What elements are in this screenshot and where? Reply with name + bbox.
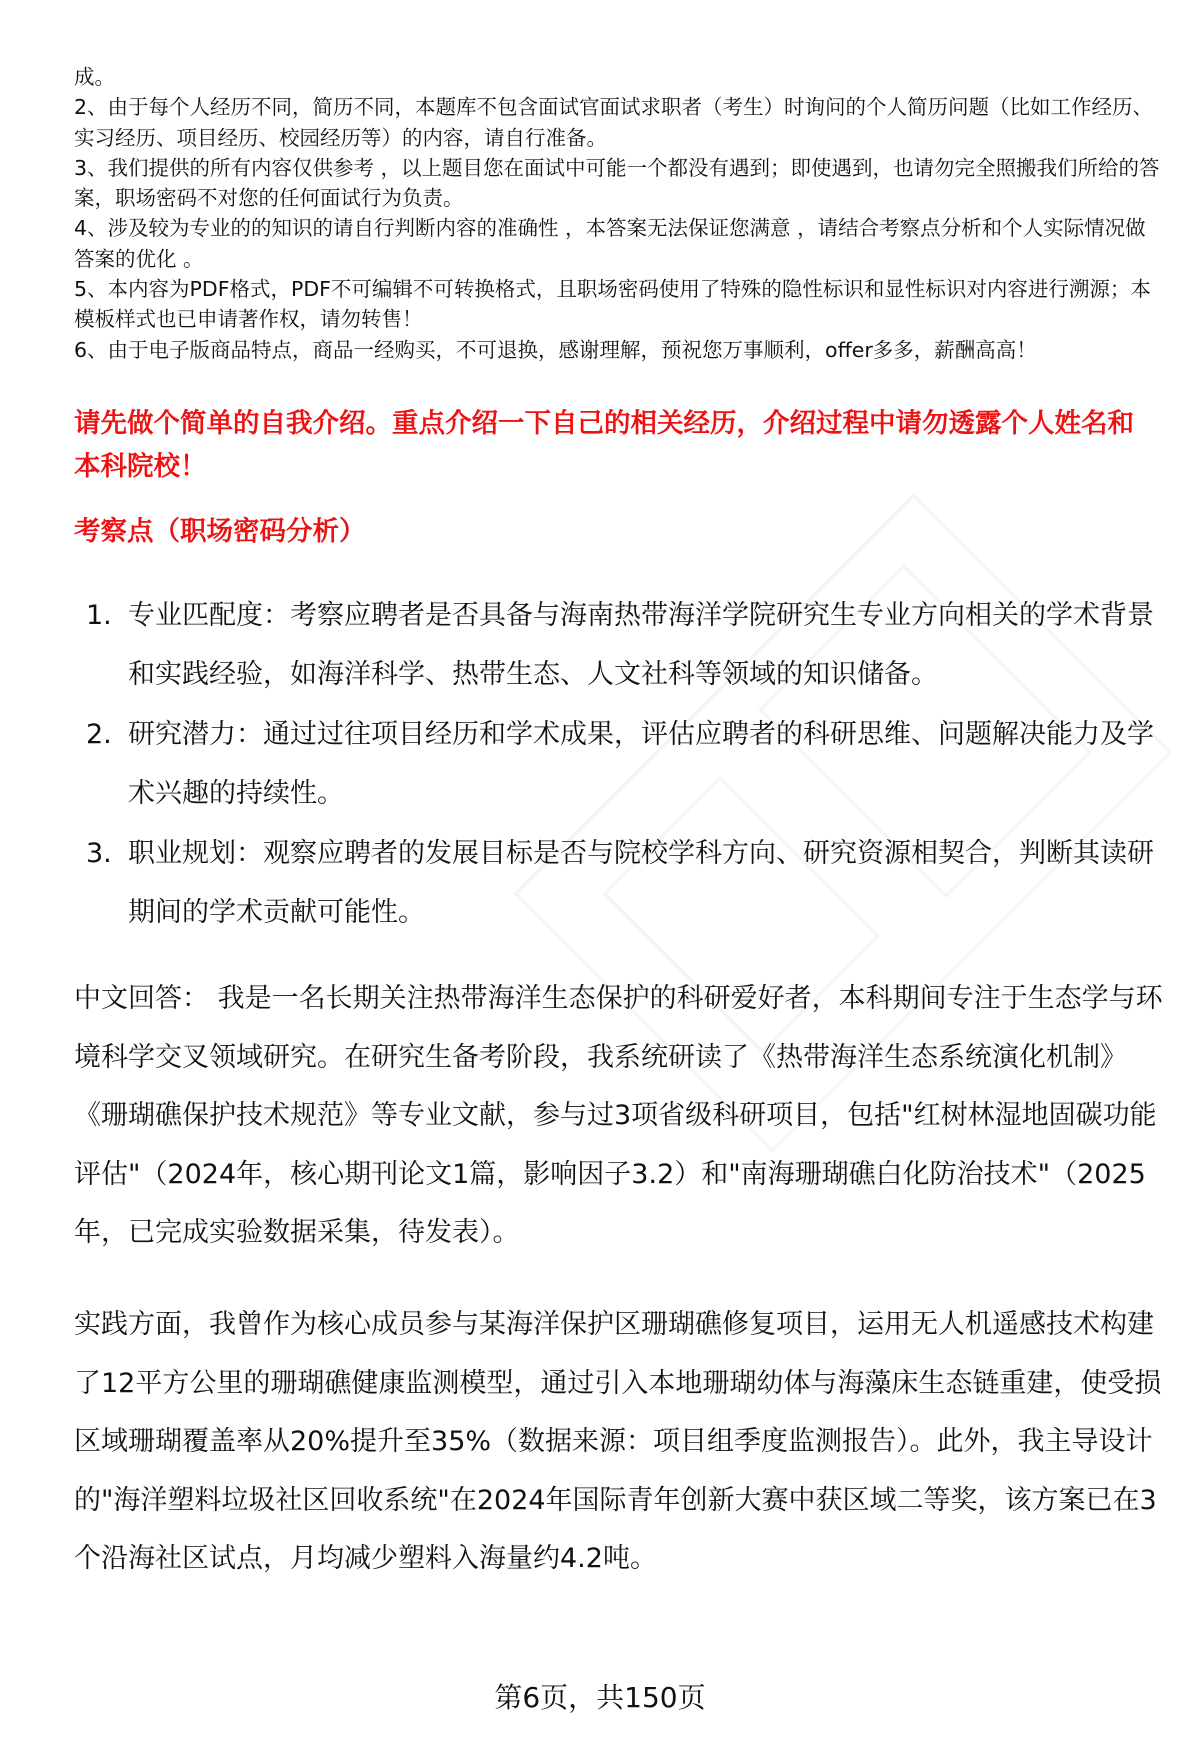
note-item: 6、由于电子版商品特点，商品一经购买，不可退换，感谢理解，预祝您万事顺利，offer多多，薪酬高高！ [74, 337, 1037, 362]
point-number: 2. [86, 719, 112, 750]
point-number: 3. [86, 838, 112, 869]
interview-question: 请先做个简单的自我介绍。重点介绍一下自己的相关经历，介绍过程中请勿透露个人姓名和本科院校！ [74, 408, 1134, 482]
analysis-point [86, 587, 1166, 704]
point-text: 研究潜力：通过过往项目经历和学术成果，评估应聘者的科研思维、问题解决能力及学术兴趣的持续性。 [128, 719, 1154, 809]
point-number: 1. [86, 600, 112, 631]
analysis-point [86, 706, 1166, 823]
analysis-point [86, 825, 1166, 942]
page-number: 第6页，共150页 [494, 1681, 706, 1714]
analysis-points [86, 587, 1166, 944]
note-item: 5、本内容为PDF格式，PDF不可编辑不可转换格式，且职场密码使用了特殊的隐性标识和显性标识对内容进行溯源；本模板样式也已申请著作权，请勿转售！ [74, 277, 1151, 332]
analysis-heading: 考察点（职场密码分析） [74, 516, 366, 547]
notes-list [74, 62, 1164, 365]
note-item: 成。 [74, 65, 115, 89]
note-item: 4、涉及较为专业的的知识的请自行判断内容的准确性 ，本答案无法保证您满意 ，请结合考察点分析和个人实际情况做答案的优化 。 [74, 216, 1146, 271]
answer-paragraph-2: 实践方面，我曾作为核心成员参与某海洋保护区珊瑚礁修复项目，运用无人机遥感技术构建了12平方公里的珊瑚礁健康监测模型，通过引入本地珊瑚幼体与海藻床生态链重建，使受损区域珊瑚覆盖率从20%提升至35%（数据来源：项目组季度监测报告）。此外，我主导设计的"海洋塑料垃圾社区回收系统"在2024年国际青年创新大赛中获区域二等奖，该方案已在3个沿海社区试点，月均减少塑料入海量约4.2吨。 [74, 1309, 1162, 1574]
note-item: 2、由于每个人经历不同，简历不同，本题库不包含面试官面试求职者（考生）时询问的个人简历问题（比如工作经历、实习经历、项目经历、校园经历等）的内容，请自行准备。 [74, 95, 1154, 150]
point-text: 专业匹配度：考察应聘者是否具备与海南热带海洋学院研究生专业方向相关的学术背景和实践经验，如海洋科学、热带生态、人文社科等领域的知识储备。 [128, 600, 1154, 690]
point-text: 职业规划：观察应聘者的发展目标是否与院校学科方向、研究资源相契合，判断其读研期间的学术贡献可能性。 [128, 838, 1154, 928]
answer-paragraph-1: 中文回答： 我是一名长期关注热带海洋生态保护的科研爱好者，本科期间专注于生态学与环境科学交叉领域研究。在研究生备考阶段，我系统研读了《热带海洋生态系统演化机制》《珊瑚礁保护技术规范》等专业文献，参与过3项省级科研项目，包括"红树林湿地固碳功能评估"（2024年，核心期刊论文1篇，影响因子3.2）和"南海珊瑚礁白化防治技术"（2025年，已完成实验数据采集，待发表）。 [74, 983, 1163, 1248]
note-item: 3、我们提供的所有内容仅供参考 ，以上题目您在面试中可能一个都没有遇到；即使遇到，也请勿完全照搬我们所给的答案，职场密码不对您的任何面试行为负责。 [74, 155, 1160, 211]
